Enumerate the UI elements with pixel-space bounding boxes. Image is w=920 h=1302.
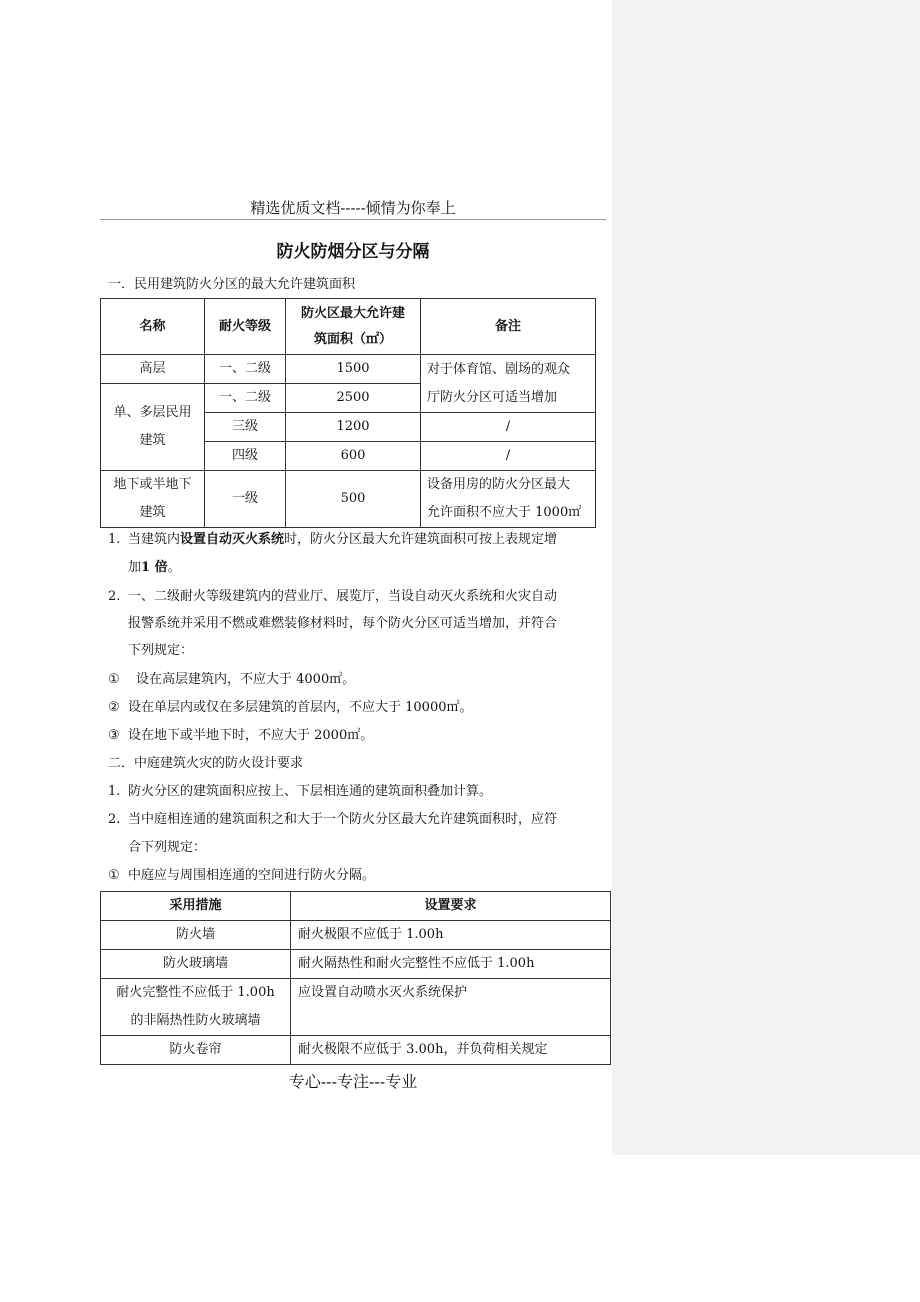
table-cell: 防火卷帘 (101, 1036, 291, 1065)
atrium-separation-table (100, 891, 611, 1065)
page-header: 精选优质文档-----倾情为你奉上 (250, 199, 456, 217)
table-cell: 600 (286, 442, 421, 471)
table-cell: 耐火极限不应低于 3.00h，并负荷相关规定 (291, 1036, 611, 1065)
list-item: 1. 防火分区的建筑面积应按上、下层相连通的建筑面积叠加计算。 (108, 784, 493, 799)
section-heading-1: 一．民用建筑防火分区的最大允许建筑面积 (108, 277, 356, 292)
table-header-requirement: 设置要求 (291, 892, 611, 921)
table-header-name: 名称 (101, 299, 205, 355)
list-item-continuation: 下列规定： (128, 643, 194, 658)
document-title: 防火防烟分区与分隔 (276, 242, 430, 262)
section-heading-2: 二．中庭建筑火灾的防火设计要求 (108, 756, 304, 771)
table-cell: 耐火隔热性和耐火完整性不应低于 1.00h (291, 950, 611, 979)
sub-item: ① 设在高层建筑内，不应大于 4000㎡。 (108, 672, 356, 687)
table-cell: 三级 (205, 413, 286, 442)
table-header-measure: 采用措施 (101, 892, 291, 921)
table-cell: / (421, 413, 596, 442)
list-item-continuation: 合下列规定： (128, 840, 207, 855)
table-cell: 1200 (286, 413, 421, 442)
table-cell: 防火墙 (101, 921, 291, 950)
fire-compartment-table (100, 298, 596, 528)
table-cell: 耐火极限不应低于 1.00h (291, 921, 611, 950)
table-cell-note: 设备用房的防火分区最大 允许面积不应大于 1000㎡ (421, 471, 596, 528)
table-cell: 单、多层民用 建筑 (101, 384, 205, 471)
table-cell: 耐火完整性不应低于 1.00h 的非隔热性防火玻璃墙 (101, 979, 291, 1036)
list-item: 1. 当建筑内设置自动灭火系统时，防火分区最大允许建筑面积可按上表规定增 (108, 532, 558, 547)
table-cell: 2500 (286, 384, 421, 413)
list-item-continuation: 加1 倍。 (128, 560, 181, 575)
list-item: 2. 当中庭相连通的建筑面积之和大于一个防火分区最大允许建筑面积时，应符 (108, 812, 558, 827)
table-cell: 防火玻璃墙 (101, 950, 291, 979)
table-cell: 地下或半地下 建筑 (101, 471, 205, 528)
table-header-note: 备注 (421, 299, 596, 355)
table-header-grade: 耐火等级 (205, 299, 286, 355)
table-cell: 一级 (205, 471, 286, 528)
sub-item: ② 设在单层内或仅在多层建筑的首层内，不应大于 10000㎡。 (108, 700, 473, 715)
list-item: 2. 一、二级耐火等级建筑内的营业厅、展览厅，当设自动灭火系统和火灾自动 (108, 589, 558, 604)
list-item-continuation: 报警系统并采用不燃或难燃装修材料时，每个防火分区可适当增加，并符合 (128, 616, 558, 631)
comment-margin-panel (612, 0, 920, 1155)
table-cell-note: 对于体育馆、剧场的观众 厅防火分区可适当增加 (421, 355, 596, 413)
header-divider (100, 219, 606, 220)
table-cell: 一、二级 (205, 355, 286, 384)
table-header-area: 防火区最大允许建 筑面积（㎡） (286, 299, 421, 355)
table-cell: 四级 (205, 442, 286, 471)
table-cell: 应设置自动喷水灭火系统保护 (291, 979, 611, 1036)
table-cell: 一、二级 (205, 384, 286, 413)
sub-item: ① 中庭应与周围相连通的空间进行防火分隔。 (108, 868, 376, 883)
table-cell: 500 (286, 471, 421, 528)
table-cell: 1500 (286, 355, 421, 384)
table-cell: / (421, 442, 596, 471)
page-footer: 专心---专注---专业 (288, 1072, 418, 1091)
sub-item: ③ 设在地下或半地下时，不应大于 2000㎡。 (108, 728, 374, 743)
table-cell: 高层 (101, 355, 205, 384)
